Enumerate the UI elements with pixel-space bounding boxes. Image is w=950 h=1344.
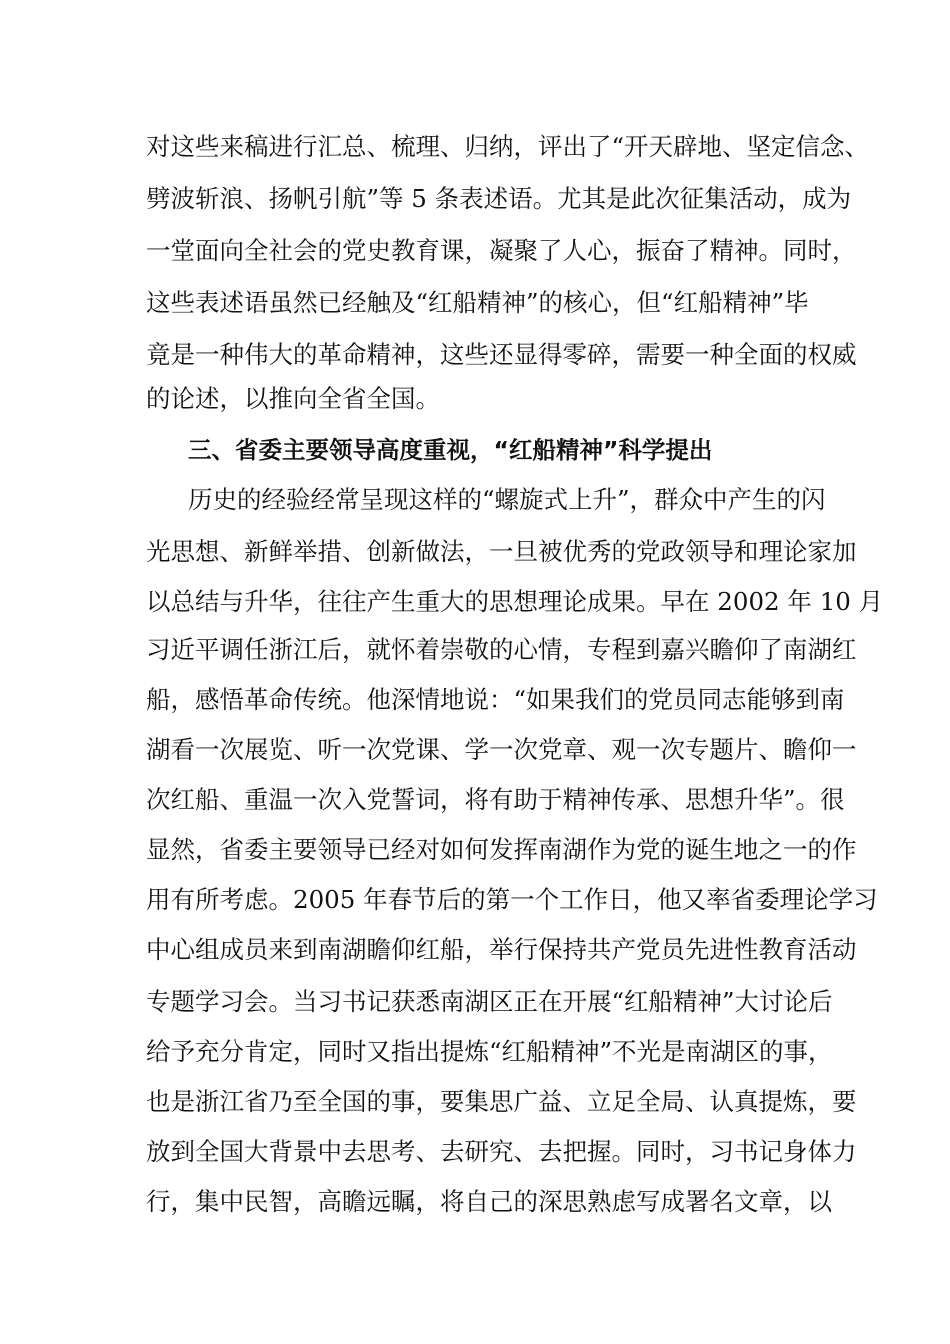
paragraph-2-line-3: 以总结与升华，往往产生重大的思想理论成果。早在 2002 年 10 月: [146, 587, 884, 616]
paragraph-2-line-7: 次红船、重温一次入党誓词，将有助于精神传承、思想升华”。很: [146, 785, 845, 814]
paragraph-2-line-10: 中心组成员来到南湖瞻仰红船，举行保持共产党员先进性教育活动: [146, 935, 857, 964]
paragraph-2-line-2: 光思想、新鲜举措、创新做法，一旦被优秀的党政领导和理论家加: [146, 537, 857, 566]
paragraph-2-line-1: 历史的经验经常呈现这样的“螺旋式上升”，群众中产生的闪: [188, 485, 826, 514]
paragraph-2-line-14: 放到全国大背景中去思考、去研究、去把握。同时，习书记身体力: [146, 1137, 857, 1166]
paragraph-2-line-4: 习近平调任浙江后，就怀着崇敬的心情，专程到嘉兴瞻仰了南湖红: [146, 635, 857, 664]
paragraph-2-line-9: 用有所考虑。2005 年春节后的第一个工作日，他又率省委理论学习: [146, 885, 878, 914]
paragraph-2-line-15: 行，集中民智，高瞻远瞩，将自己的深思熟虑写成署名文章，以: [146, 1187, 832, 1216]
section-heading: 三、省委主要领导高度重视，“红船精神”科学提出: [188, 436, 713, 464]
paragraph-2-line-13: 也是浙江省乃至全国的事，要集思广益、立足全局、认真提炼，要: [146, 1087, 857, 1116]
paragraph-1-line-3: 一堂面向全社会的党史教育课，凝聚了人心，振奋了精神。同时，: [146, 236, 857, 265]
paragraph-1-line-2: 劈波斩浪、扬帆引航”等 5 条表述语。尤其是此次征集活动，成为: [146, 184, 852, 213]
paragraph-1-line-4: 这些表述语虽然已经触及“红船精神”的核心，但“红船精神”毕: [146, 288, 809, 317]
paragraph-2-line-5: 船，感悟革命传统。他深情地说：“如果我们的党员同志能够到南: [146, 685, 845, 714]
paragraph-2-line-11: 专题学习会。当习书记获悉南湖区正在开展“红船精神”大讨论后: [146, 987, 833, 1016]
paragraph-2-line-12: 给予充分肯定，同时又指出提炼“红船精神”不光是南湖区的事，: [146, 1037, 833, 1066]
paragraph-2-line-6: 湖看一次展览、听一次党课、学一次党章、观一次专题片、瞻仰一: [146, 735, 857, 764]
paragraph-2-line-8: 显然，省委主要领导已经对如何发挥南湖作为党的诞生地之一的作: [146, 835, 857, 864]
paragraph-1-line-5: 竟是一种伟大的革命精神，这些还显得零碎，需要一种全面的权威: [146, 340, 857, 369]
paragraph-1-line-6: 的论述，以推向全省全国。: [146, 384, 440, 413]
paragraph-1-line-1: 对这些来稿进行汇总、梳理、归纳，评出了“开天辟地、坚定信念、: [146, 132, 870, 161]
